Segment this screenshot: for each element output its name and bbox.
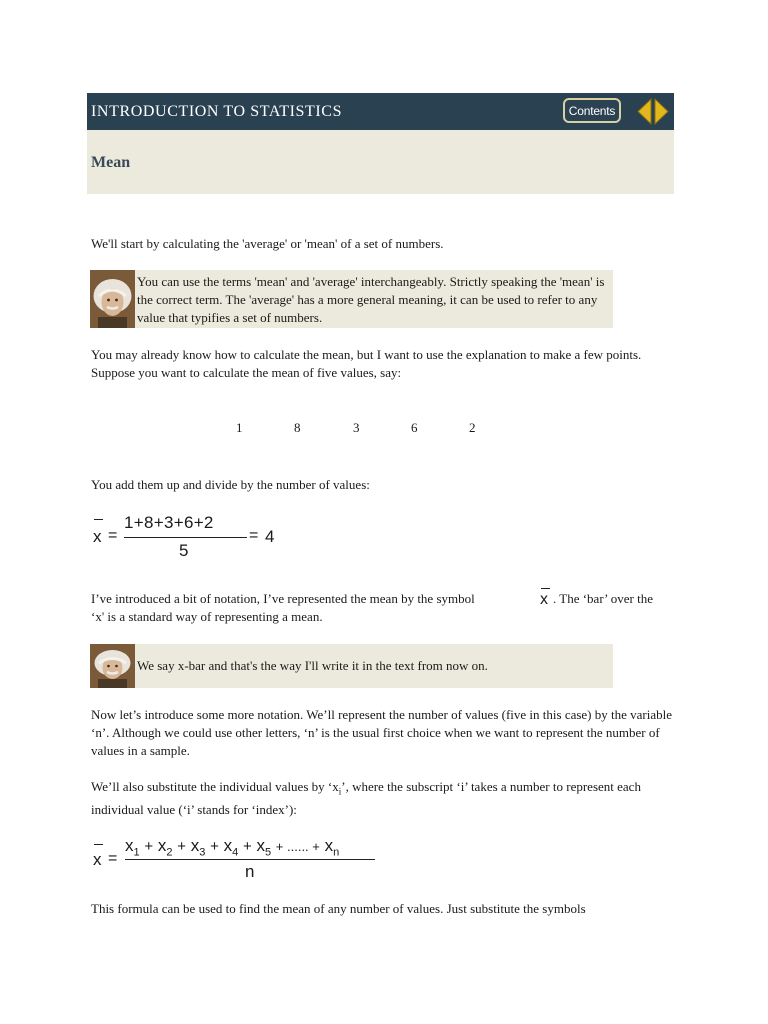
value-item: 6 [411,420,418,435]
term-x: x [157,836,167,855]
intro-paragraph: We'll start by calculating the 'average' or 'mean' of a set of numbers. [91,236,444,251]
section-title: Mean [91,154,131,171]
value-item: 2 [469,420,476,435]
bar-symbol [94,519,103,520]
term-subscript: 3 [199,846,206,859]
notation-text: ‘x' is a standard way of representing a mean. [91,609,323,624]
subscript-text: We’ll also substitute the individual values by ‘x [91,779,339,794]
note-box [90,270,613,328]
closing-paragraph: This formula can be used to find the mean of any number of values. Just substitute the symbols [91,901,586,916]
arrow-left-icon[interactable] [638,99,651,124]
note-text: We say x-bar and that's the way I'll write it in the text from now on. [137,658,488,673]
note-text: You can use the terms 'mean' and 'average' interchangeably. Strictly speaking the 'mean' is the correct term. The 'average' has a more general meaning, it can be used to refer to any value that typifies a set of numbers. [137,274,605,325]
term-subscript: 1 [133,846,140,859]
notation-paragraph [91,590,681,630]
subscript-paragraph [91,778,675,818]
page-header [87,93,674,130]
arrow-right-icon[interactable] [655,99,668,124]
mean-formula-example [91,510,291,562]
plus-operator: + [210,838,219,855]
note-box [90,644,613,688]
explanation-paragraph: You may already know how to calculate the mean, but I want to use the explanation to make a few points. Suppose you want to calculate the mean of five values, say: [91,347,642,380]
plus-operator: + [144,838,154,855]
term-subscript: 2 [166,846,173,859]
equals-sign: = [108,850,118,867]
plus-operator: + [177,838,186,855]
fraction-line [125,859,375,860]
term-subscript: 4 [232,846,239,859]
term-subscript: n [333,846,340,859]
equals-sign: = [108,527,118,544]
bar-symbol [94,844,103,845]
equals-sign: = [249,527,259,544]
result: 4 [265,527,275,546]
ellipsis-operator: + ...... + [275,839,320,854]
fraction-line [124,537,247,538]
einstein-portrait-icon [90,270,135,328]
x-symbol: x [540,591,548,608]
contents-button[interactable]: Contents [563,98,621,123]
value-item: 8 [294,420,301,435]
notation-text: . The ‘bar’ over the [553,591,653,606]
value-item: 1 [236,420,243,435]
bar-symbol [541,588,550,589]
section-header [87,130,674,194]
denominator: 5 [179,541,189,560]
x-bar-symbol [540,591,548,609]
page-title: INTRODUCTION TO STATISTICS [91,102,343,120]
x-symbol: x [93,527,102,546]
numerator [125,836,339,858]
subscript-i: i [338,786,342,797]
term-subscript: 5 [264,846,272,859]
term-x: x [223,836,233,855]
variable-n-paragraph: Now let’s introduce some more notation. We’ll represent the number of values (five in this case) by the variable ‘n’. Although we could use other letters, ‘n’ is the usual first choice when we want to represent the number of values in a sample. [91,707,673,758]
term-x: x [324,836,334,855]
term-x: x [125,836,134,855]
add-divide-paragraph: You add them up and divide by the number of values: [91,477,370,492]
term-x: x [190,836,200,855]
nav-arrows [637,97,669,126]
denominator: n [245,862,255,881]
values-row [220,420,510,438]
plus-operator: + [242,838,252,855]
subscript-text: ’, where the subscript ‘i’ takes a number to represent each individual value (‘i’ stands for ‘index’): [91,779,641,817]
einstein-portrait-icon [90,644,135,688]
value-item: 3 [353,420,360,435]
notation-text: I’ve introduced a bit of notation, I’ve represented the mean by the symbol [91,591,475,606]
x-symbol: x [93,850,102,869]
term-x: x [256,836,265,855]
numerator: 1+8+3+6+2 [124,513,214,532]
general-mean-formula [91,835,391,885]
